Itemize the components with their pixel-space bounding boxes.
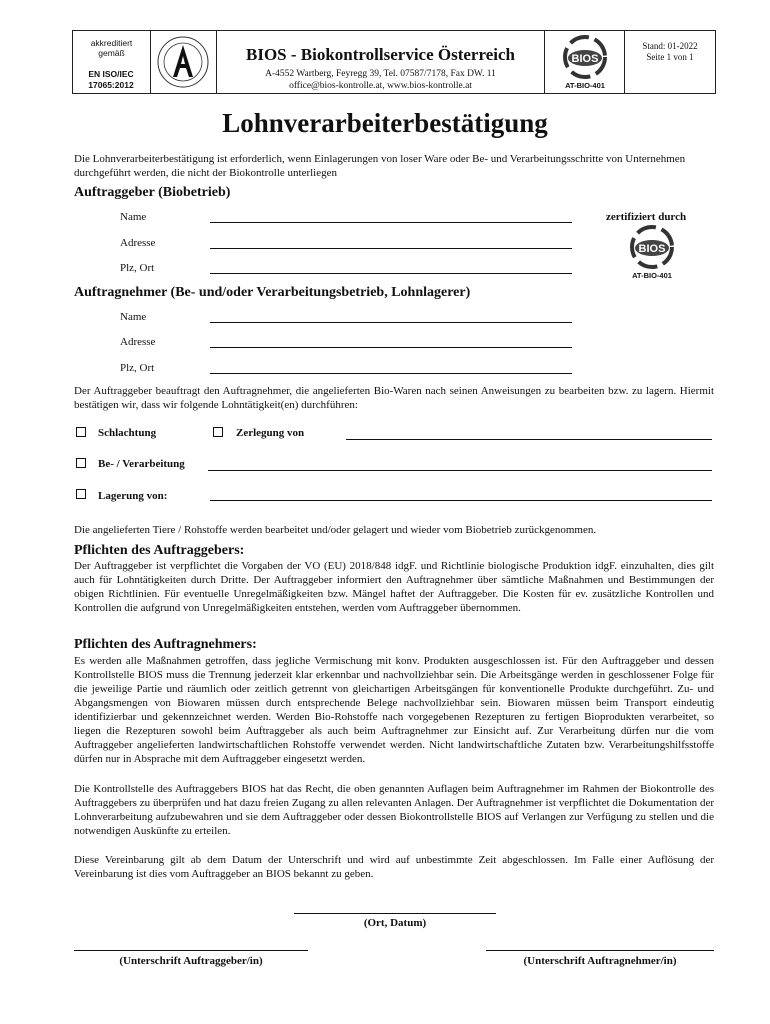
client-zip-city-field[interactable] [210, 273, 572, 274]
document-header [72, 30, 716, 94]
organization-address: A-4552 Wartberg, Feyregg 39, Tel. 07587/7178, Fax DW. 11 [265, 69, 496, 79]
document-stand: Stand: 01-2022 [642, 41, 698, 51]
cutting-field[interactable] [346, 439, 712, 440]
document-meta-cell [625, 31, 715, 93]
contractor-name-label: Name [120, 311, 147, 323]
client-duties-heading: Pflichten des Auftraggebers: [74, 543, 245, 558]
contractor-inspection-text: Die Kontrollstelle des Auftraggebers BIOS hat das Recht, die oben genannten Auflagen beim Auftragnehmer im Rahmen der Biokontrolle des Auftraggebers zu überprüfen und hat dazu freien Zugang zu allen relevanten Anlagen. Der Auftragnehmer ist verpflichtet die Dokumentation der Lohnverarbeitung aufzubewahren und sie dem Auftraggeber oder dessen Biokontrollstelle BIOS auf Verlangen zur Verfügung zu stellen und die notwendigen Auskünfte zu erteilen. [74, 783, 714, 837]
place-date-line[interactable] [294, 913, 496, 914]
bios-logo-text: BIOS [571, 53, 599, 65]
storage-checkbox[interactable] [76, 489, 86, 499]
client-signature-line[interactable] [74, 950, 308, 951]
client-duties-text: Der Auftraggeber ist verpflichtet die Vorgaben der VO (EU) 2018/848 idgF. und Richtlinie biologische Produktion idgF. einzuhalten, dies gilt auch für Lohntätigkeiten durch Dritte. Der Auftraggeber informiert den Auftragnehmer über sämtliche Maßnahmen und Bestimmungen der obigen Richtlinien. Für eventuelle Unregelmäßigkeiten bzw. Mängel haftet der Auftraggeber. Die Kosten für ev. zusätzliche Kontrollen und Kontrollen die aufgrund von Unregelmäßigkeiten entstehen, werden vom Auftraggeber übernommen. [74, 560, 714, 614]
contractor-zip-city-field[interactable] [210, 373, 572, 374]
certifier-logo [612, 222, 692, 284]
bios-logo-code: AT-BIO-401 [565, 81, 605, 90]
intro-text: Die Lohnverarbeiterbestätigung ist erforderlich, wenn Einlagerungen von loser Ware oder Be- und Verarbeitungsschritte von Unternehmen durchgeführt werden, die nicht der Biokontrolle unterliegen [74, 153, 686, 179]
accreditation-norm: EN ISO/IEC [88, 69, 134, 79]
processing-field[interactable] [208, 470, 712, 471]
place-date-label: (Ort, Datum) [363, 917, 427, 929]
storage-field[interactable] [210, 500, 712, 501]
organization-contact: office@bios-kontrolle.at, www.bios-kontrolle.at [289, 81, 472, 91]
accreditation-text: akkreditiert gemäß [90, 38, 133, 58]
bios-logo-cell [545, 31, 625, 93]
accreditation-logo-icon [151, 31, 215, 93]
contractor-name-field[interactable] [210, 322, 572, 323]
client-zip-city-label: Plz, Ort [120, 262, 155, 274]
processing-checkbox[interactable] [76, 458, 86, 468]
validity-text: Diese Vereinbarung gilt ab dem Datum der Unterschrift und wird auf unbestimmte Zeit abgeschlossen. Im Falle einer Auflösung der Vereinbarung ist dies vom Auftraggeber an BIOS bekannt zu geben. [74, 854, 714, 880]
client-signature-label: (Unterschrift Auftraggeber/in) [119, 955, 263, 967]
accreditation-norm-year: 17065:2012 [88, 80, 134, 90]
client-name-field[interactable] [210, 222, 572, 223]
slaughter-label: Schlachtung [98, 427, 157, 439]
client-heading: Auftraggeber (Biobetrieb) [74, 185, 231, 200]
contractor-heading: Auftragnehmer (Be- und/oder Verarbeitungsbetrieb, Lohnlagerer) [74, 285, 471, 300]
accreditation-cell [73, 31, 151, 93]
accreditation-logo-cell [151, 31, 217, 93]
certifier-logo-code: AT-BIO-401 [632, 271, 672, 280]
client-name-label: Name [120, 211, 147, 223]
slaughter-checkbox[interactable] [76, 427, 86, 437]
page-title: Lohnverarbeiterbestätigung [222, 108, 548, 138]
certified-by-label: zertifiziert durch [606, 211, 687, 223]
cutting-label: Zerlegung von [236, 427, 305, 439]
storage-label: Lagerung von: [98, 490, 168, 502]
cutting-checkbox[interactable] [213, 427, 223, 437]
contractor-duties-heading: Pflichten des Auftragnehmers: [74, 637, 257, 652]
contractor-signature-label: (Unterschrift Auftragnehmer/in) [523, 955, 677, 967]
contractor-address-label: Adresse [120, 336, 156, 348]
contractor-zip-city-label: Plz, Ort [120, 362, 155, 374]
client-address-label: Adresse [120, 237, 156, 249]
bios-certifier-logo-icon [612, 222, 692, 274]
document-page: Seite 1 von 1 [646, 52, 694, 62]
certifier-logo-text: BIOS [638, 243, 666, 255]
return-text: Die angelieferten Tiere / Rohstoffe werden bearbeitet und/oder gelagert und wieder vom Biobetrieb zurückgenommen. [74, 524, 597, 536]
bios-logo-icon [546, 33, 624, 83]
organization-name: BIOS - Biokontrollservice Österreich [246, 45, 515, 64]
organization-cell [217, 31, 545, 93]
processing-label: Be- / Verarbeitung [98, 458, 185, 470]
client-address-field[interactable] [210, 248, 572, 249]
contractor-duties-text: Es werden alle Maßnahmen getroffen, dass jegliche Vermischung mit konv. Produkten ausgeschlossen ist. Für den Auftraggeber und dessen Kontrollstelle BIOS muss die Trennung jederzeit klar erkennbar und nachvollziehbar sein. Die Arbeitsgänge werden in geschlossener Folge für die jeweilige Partie und räumlich oder zeitlich getrennt von gleichartigen Arbeitsgängen für konventionelle Produkte durchgeführt. Zu- und Abgangsmengen von Biowaren müssen durch entsprechende Belege nachvollziehbar sein. Biowaren müssen beim Transport eindeutig identifizierbar und gekennzeichnet werden. Werden Bio-Rohstoffe nach vorgegebenen Rezepturen zu fertigen Bioprodukten verarbeitet, so liegen die Rezepturen sowohl beim Auftraggeber als auch beim Auftragnehmer zur Einsicht auf. Zur Verarbeitung dürfen nur die vom Auftraggeber angelieferten landwirtschaftlichen Rohstoffe verwendet werden. Nicht landwirtschaftliche Zutaten bzw. Verarbeitungshilfsstoffe dürfen nur in Absprache mit dem Auftraggeber eingesetzt werden. [74, 655, 714, 765]
commission-text: Der Auftraggeber beauftragt den Auftragnehmer, die angelieferten Bio-Waren nach seinen Anweisungen zu bearbeiten bzw. zu lagern. Hiermit bestätigen wir, dass wir folgende Lohntätigkeit(en) durchführen: [74, 385, 714, 411]
contractor-signature-line[interactable] [486, 950, 714, 951]
contractor-address-field[interactable] [210, 347, 572, 348]
